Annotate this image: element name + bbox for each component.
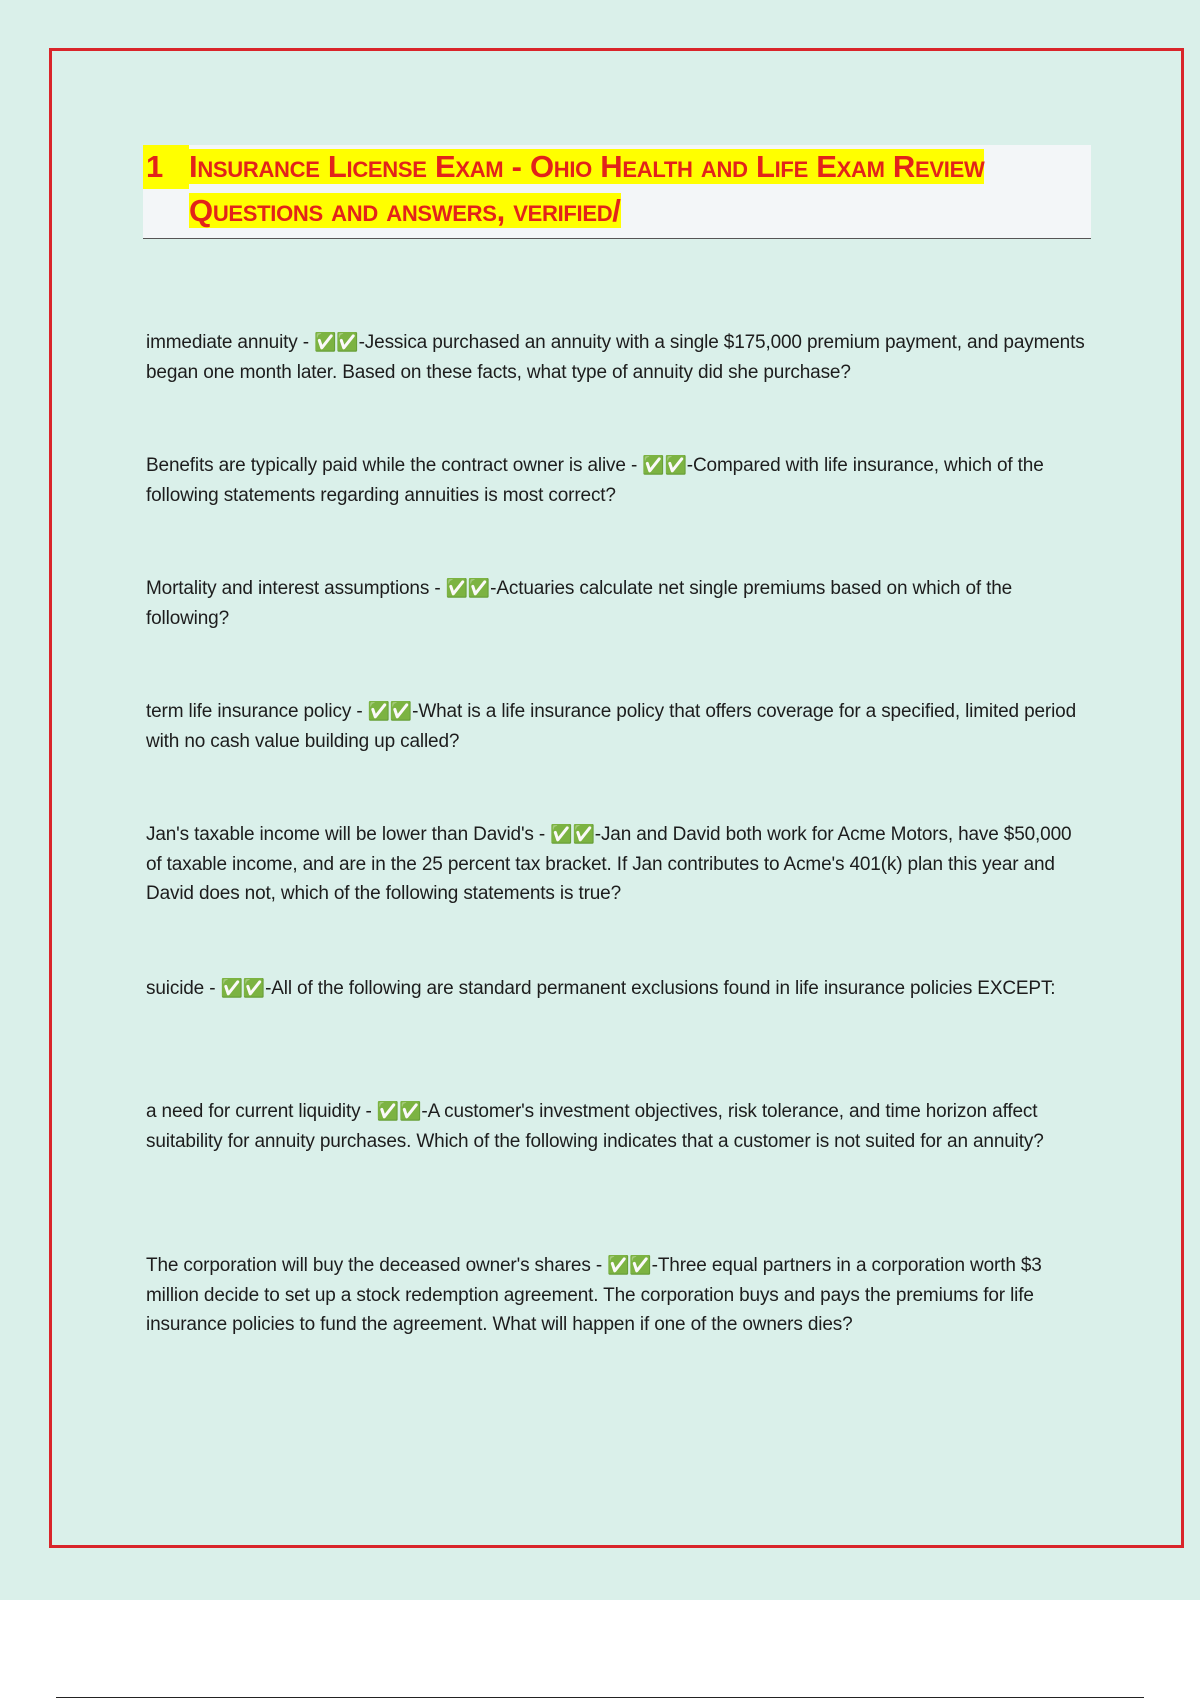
- answer-text: a need for current liquidity: [146, 1101, 361, 1122]
- check-mark-icon: ✅✅: [445, 578, 491, 598]
- separator: -: [265, 978, 272, 999]
- separator: -: [429, 578, 446, 599]
- separator: -: [351, 701, 368, 722]
- question-text: What is a life insurance policy that offers coverage for a specified, limited period with no cash value building up called?: [146, 701, 1077, 752]
- question-text: Jessica purchased an annuity with a single $175,000 premium payment, and payments began one month later. Based on these facts, what type of annuity did she purchase?: [146, 332, 1085, 383]
- answer-text: Mortality and interest assumptions: [146, 578, 430, 599]
- answer-text: Jan's taxable income will be lower than David's: [146, 824, 534, 845]
- document-heading: [143, 145, 1091, 239]
- answer-text: suicide: [146, 978, 205, 999]
- separator: -: [360, 1101, 377, 1122]
- answer-text: Benefits are typically paid while the contract owner is alive: [146, 455, 626, 476]
- separator: -: [590, 1255, 608, 1276]
- list-item: [146, 820, 1091, 909]
- separator: -: [533, 824, 551, 845]
- list-item: [146, 1251, 1091, 1340]
- separator: -: [421, 1101, 428, 1122]
- separator: -: [625, 455, 643, 476]
- separator: -: [297, 332, 315, 353]
- answer-text: term life insurance policy: [146, 701, 352, 722]
- separator: -: [594, 824, 601, 845]
- check-mark-icon: ✅✅: [550, 824, 595, 844]
- answer-text: immediate annuity: [146, 332, 298, 353]
- list-item: [146, 328, 1091, 387]
- question-text: Jan and David both work for Acme Motors, have $50,000 of taxable income, and are in the 25 percent tax bracket. If Jan contributes to Acme's 401(k) plan this year and David does not, which of the following statements is true?: [146, 824, 1072, 904]
- question-text: Compared with life insurance, which of the following statements regarding annuities is most correct?: [146, 455, 1044, 506]
- list-item: [146, 974, 1091, 1004]
- separator: -: [490, 578, 497, 599]
- check-mark-icon: ✅✅: [220, 978, 266, 998]
- footer-divider: [56, 1697, 1144, 1698]
- question-text: A customer's investment objectives, risk tolerance, and time horizon affect suitability for annuity purchases. Which of the following indicates that a customer is not suited for an annuity?: [146, 1101, 1044, 1152]
- check-mark-icon: ✅✅: [314, 332, 359, 352]
- separator: -: [358, 332, 365, 353]
- separator: -: [686, 455, 693, 476]
- separator: -: [412, 701, 419, 722]
- list-item: [146, 574, 1091, 633]
- question-text: Actuaries calculate net single premiums based on which of the following?: [146, 578, 1013, 629]
- list-item: [146, 697, 1091, 756]
- separator: -: [204, 978, 221, 999]
- heading-number: 1: [143, 145, 189, 189]
- question-text: Three equal partners in a corporation worth $3 million decide to set up a stock redemption agreement. The corporation buys and pays the premiums for life insurance policies to fund the agreement. What will happen if one of the owners dies?: [146, 1255, 1042, 1335]
- check-mark-icon: ✅✅: [376, 1101, 422, 1121]
- question-text: All of the following are standard permanent exclusions found in life insurance policies EXCEPT:: [271, 978, 1056, 999]
- check-mark-icon: ✅✅: [607, 1255, 652, 1275]
- heading-title: Insurance License Exam - Ohio Health and Life Exam Review Questions and answers, verified/: [189, 149, 985, 228]
- check-mark-icon: ✅✅: [367, 701, 413, 721]
- answer-text: The corporation will buy the deceased owner's shares: [146, 1255, 591, 1276]
- check-mark-icon: ✅✅: [642, 455, 687, 475]
- list-item: [146, 1097, 1091, 1156]
- separator: -: [651, 1255, 658, 1276]
- list-item: [146, 451, 1091, 510]
